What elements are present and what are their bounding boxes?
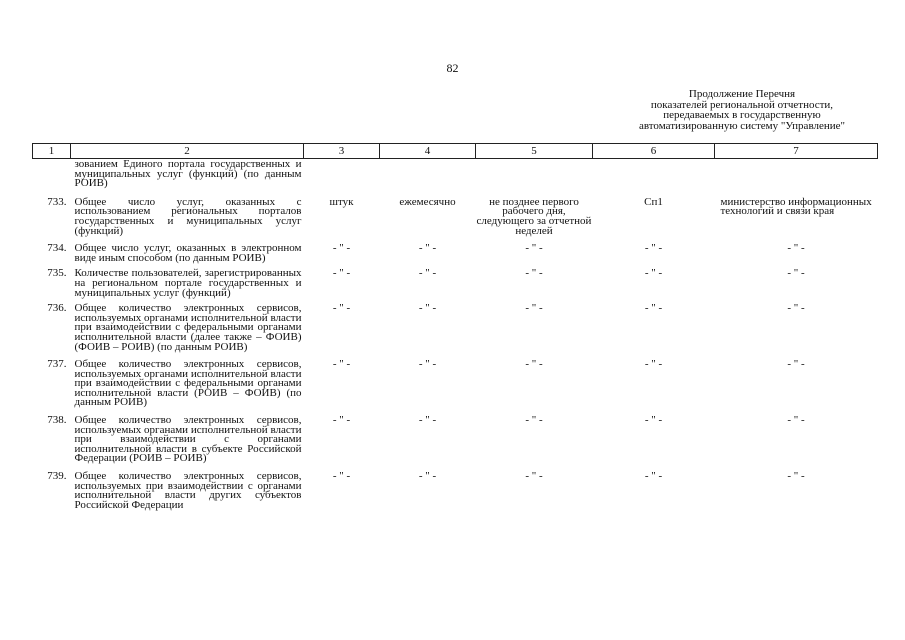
row-number: 738. <box>47 414 67 427</box>
ditto-mark: - " - <box>644 302 663 315</box>
indicator-table <box>32 143 878 510</box>
column-header: 2 <box>71 144 304 159</box>
row-responsible: министерство информационных технологий и связи края <box>720 195 872 218</box>
ditto-mark: - " - <box>787 302 805 315</box>
row-form: Сп1 <box>644 195 663 208</box>
ditto-mark: - " - <box>332 302 351 315</box>
ditto-mark: - " - <box>332 242 351 255</box>
ditto-mark: - " - <box>332 358 351 371</box>
row-description: Общее количество электронных сервисов, используемых органами исполнительной власти при взаимодействии с федеральными органами исполнительной власти (РОИВ – ФОИВ) (по данным РОИВ) <box>74 358 302 409</box>
ditto-mark: - " - <box>787 242 805 255</box>
row-number: 739. <box>47 470 67 483</box>
row-description: Общее число услуг, оказанных с использованием региональных порталов государственных и муниципальных услуг (функций) <box>74 195 302 237</box>
continuation-line: автоматизированную систему "Управление" <box>638 119 846 132</box>
row-number: 736. <box>47 302 67 315</box>
table-row <box>33 189 878 236</box>
column-header: 6 <box>593 144 715 159</box>
row-description: Общее число услуг, оказанных в электронном виде иным способом (по данным РОИВ) <box>74 242 302 264</box>
ditto-mark: - " - <box>787 470 805 483</box>
row-number: 737. <box>47 358 67 371</box>
continuation-title <box>612 89 872 131</box>
table-row <box>33 236 878 263</box>
ditto-mark: - " - <box>418 358 437 371</box>
column-header: 7 <box>715 144 878 159</box>
column-header: 4 <box>380 144 476 159</box>
row-number: 735. <box>47 267 67 280</box>
ditto-mark: - " - <box>332 414 351 427</box>
row-number: 733. <box>47 195 67 208</box>
ditto-mark: - " - <box>787 358 805 371</box>
ditto-mark: - " - <box>644 358 663 371</box>
ditto-mark: - " - <box>332 470 351 483</box>
table-row <box>33 159 878 189</box>
row-period: ежемесячно <box>399 195 456 208</box>
ditto-mark: - " - <box>418 414 437 427</box>
page-number: 82 <box>446 61 459 75</box>
row-description: Общее количество электронных сервисов, используемых при взаимодействии с органами исполнительной власти других субъектов Российской Федерации <box>74 470 302 511</box>
table-row <box>33 464 878 510</box>
row-description: Общее количество электронных сервисов, используемых органами исполнительной власти при взаимодействии с федеральными органами исполнительной власти (далее также – ФОИВ) (ФОИВ – РОИВ) (по данным РОИВ) <box>74 302 302 353</box>
row-description: Количестве пользователей, зарегистрированных на региональном портале государственных и муниципальных услуг (функций) <box>74 267 302 299</box>
ditto-mark: - " - <box>644 414 663 427</box>
ditto-mark: - " - <box>525 242 543 255</box>
row-deadline: не позднее первого рабочего дня, следующего за отчетной неделей <box>476 195 592 237</box>
ditto-mark: - " - <box>644 470 663 483</box>
row-number: 734. <box>47 242 67 255</box>
ditto-mark: - " - <box>525 267 543 280</box>
row-unit: штук <box>329 195 354 208</box>
ditto-mark: - " - <box>525 470 543 483</box>
column-header: 1 <box>33 144 71 159</box>
carryover-text: зованием Единого портала государственных и муниципальных услуг (функций) (по данным РОИВ) <box>74 158 302 190</box>
ditto-mark: - " - <box>418 267 437 280</box>
table-row <box>33 352 878 408</box>
ditto-mark: - " - <box>418 470 437 483</box>
continuation-line: показателей региональной отчетности, <box>650 98 834 111</box>
continuation-line: Продолжение Перечня <box>688 88 796 100</box>
ditto-mark: - " - <box>787 414 805 427</box>
ditto-mark: - " - <box>332 267 351 280</box>
ditto-mark: - " - <box>644 242 663 255</box>
table-row <box>33 298 878 352</box>
header-row <box>33 144 878 159</box>
ditto-mark: - " - <box>644 267 663 280</box>
ditto-mark: - " - <box>525 302 543 315</box>
ditto-mark: - " - <box>525 358 543 371</box>
ditto-mark: - " - <box>418 242 437 255</box>
ditto-mark: - " - <box>418 302 437 315</box>
column-header: 5 <box>476 144 593 159</box>
column-header: 3 <box>304 144 380 159</box>
table-row <box>33 263 878 298</box>
ditto-mark: - " - <box>787 267 805 280</box>
continuation-line: передаваемых в государственную <box>663 109 821 122</box>
ditto-mark: - " - <box>525 414 543 427</box>
row-description: Общее количество электронных сервисов, используемых органами исполнительной власти при взаимодействии с органами исполнительной власти в субъекте Российской Федерации (РОИВ – РОИВ) <box>74 414 302 465</box>
table-row <box>33 408 878 464</box>
